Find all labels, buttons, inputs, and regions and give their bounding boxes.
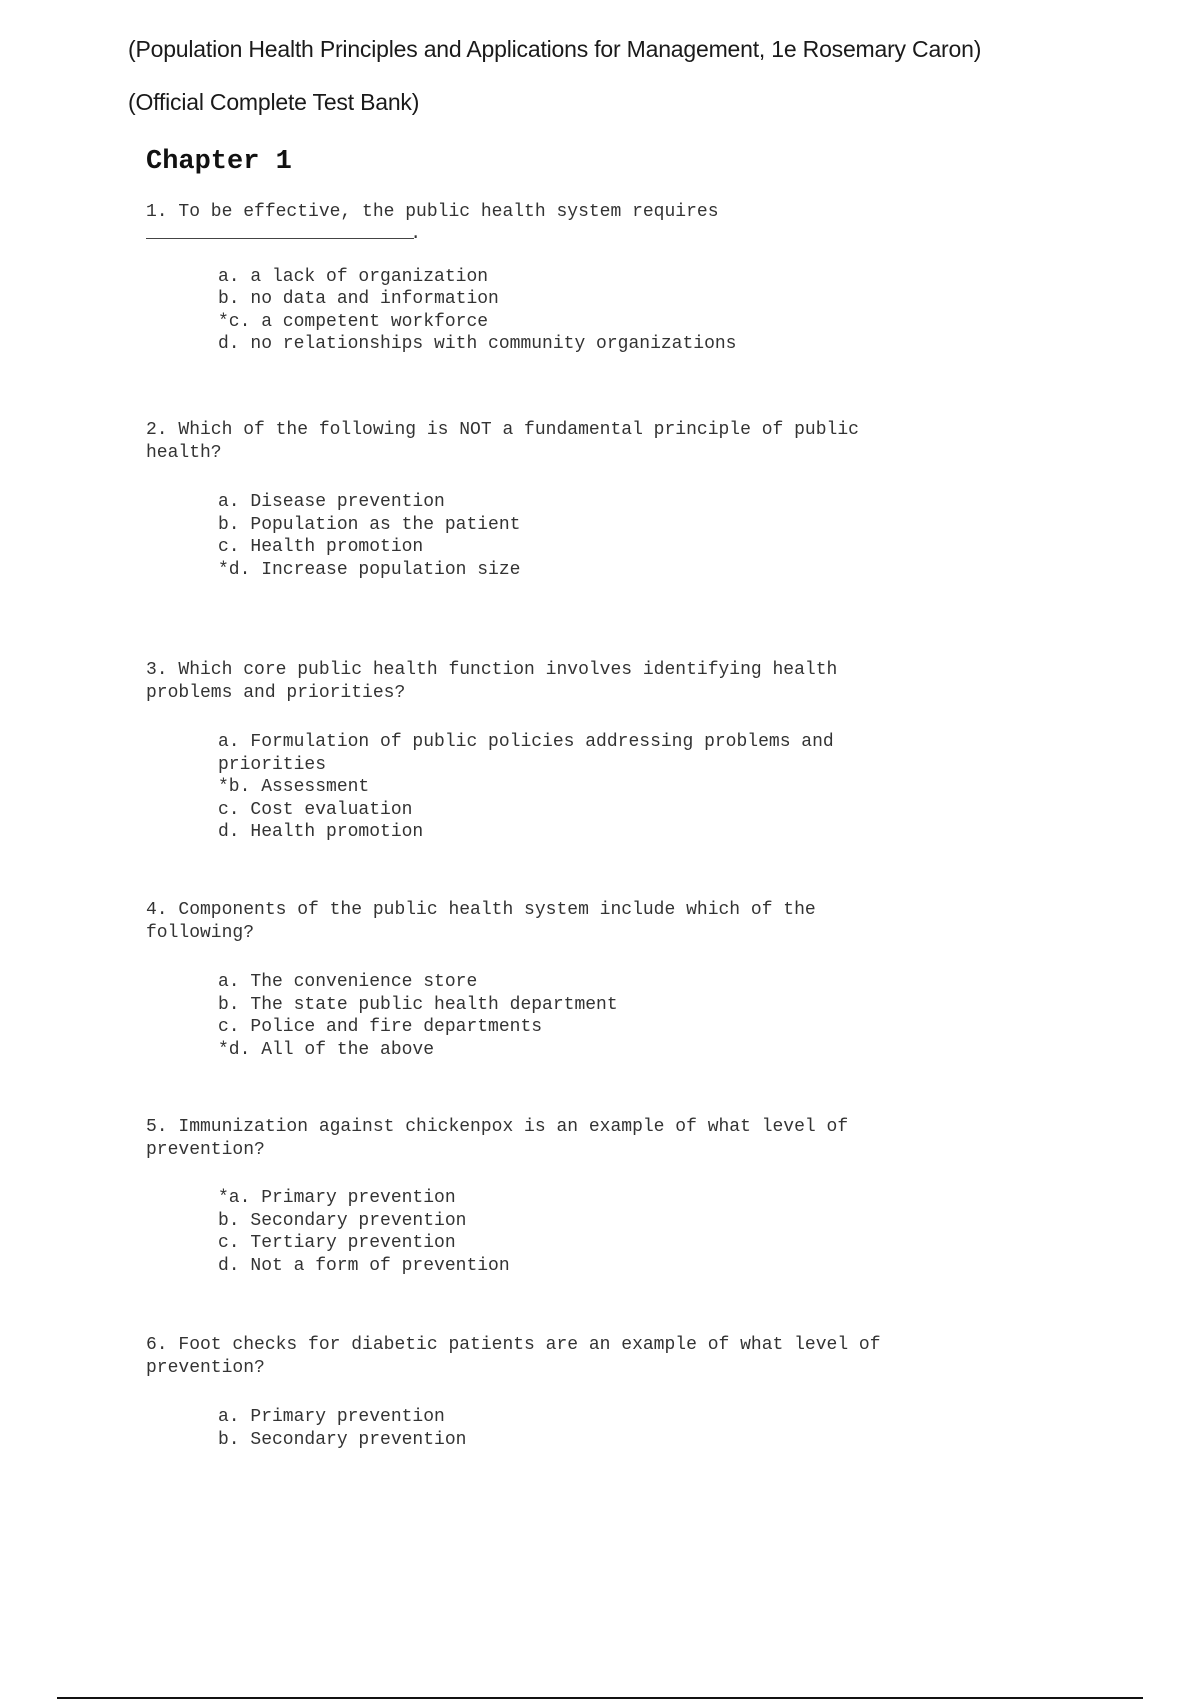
answer-option: b. no data and information <box>218 289 499 309</box>
answer-options <box>218 1187 1106 1277</box>
footer-divider <box>57 1697 1143 1699</box>
question-stem: 4. Components of the public health system include which of the following? <box>146 900 816 943</box>
answer-option-correct: *c. a competent workforce <box>218 311 489 332</box>
answer-option: b. Population as the patient <box>218 514 521 535</box>
question-3 <box>146 659 1106 844</box>
answer-option: d. Health promotion <box>218 822 424 842</box>
answer-option: a. a lack of organization <box>218 266 489 287</box>
answer-options <box>218 731 1106 844</box>
question-stem: 2. Which of the following is NOT a fundamental principle of public health? <box>146 420 859 463</box>
answer-blank <box>146 224 421 244</box>
test-bank-title: (Official Complete Test Bank) <box>128 89 420 115</box>
answer-options <box>218 266 1106 356</box>
answer-option: c. Tertiary prevention <box>218 1233 456 1253</box>
answer-option: a. Disease prevention <box>218 492 445 512</box>
answer-options <box>218 491 1106 581</box>
question-stem: 5. Immunization against chickenpox is an example of what level of prevention? <box>146 1117 849 1160</box>
blank-period: . <box>410 224 421 244</box>
question-1 <box>146 201 1106 356</box>
answer-option: b. Secondary prevention <box>218 1429 467 1450</box>
question-stem: 1. To be effective, the public health system requires <box>146 202 719 222</box>
answer-option: b. Secondary prevention <box>218 1210 467 1231</box>
question-4 <box>146 899 1106 1061</box>
answer-options <box>218 971 1106 1061</box>
answer-option: b. The state public health department <box>218 994 618 1015</box>
answer-option-correct: *a. Primary prevention <box>218 1188 456 1208</box>
answer-option-correct: *d. Increase population size <box>218 559 521 580</box>
answer-option: a. The convenience store <box>218 972 478 992</box>
answer-option-correct: *b. Assessment <box>218 777 370 797</box>
chapter-heading: Chapter 1 <box>146 147 292 177</box>
answer-options <box>218 1406 1106 1451</box>
answer-option: d. no relationships with community organizations <box>218 334 737 354</box>
question-6 <box>146 1334 1106 1451</box>
answer-option: a. Primary prevention <box>218 1407 445 1427</box>
question-stem: 3. Which core public health function involves identifying health problems and priorities? <box>146 660 838 703</box>
answer-option: c. Cost evaluation <box>218 799 413 820</box>
question-stem: 6. Foot checks for diabetic patients are an example of what level of prevention? <box>146 1335 881 1378</box>
answer-option: d. Not a form of prevention <box>218 1255 510 1276</box>
answer-option: c. Police and fire departments <box>218 1017 543 1037</box>
answer-option: a. Formulation of public policies addressing problems and priorities <box>218 732 834 775</box>
answer-option-correct: *d. All of the above <box>218 1039 435 1060</box>
book-title: (Population Health Principles and Applications for Management, 1e Rosemary Caron) <box>128 36 982 62</box>
question-2 <box>146 419 1106 581</box>
question-5 <box>146 1116 1106 1277</box>
answer-option: c. Health promotion <box>218 537 424 557</box>
